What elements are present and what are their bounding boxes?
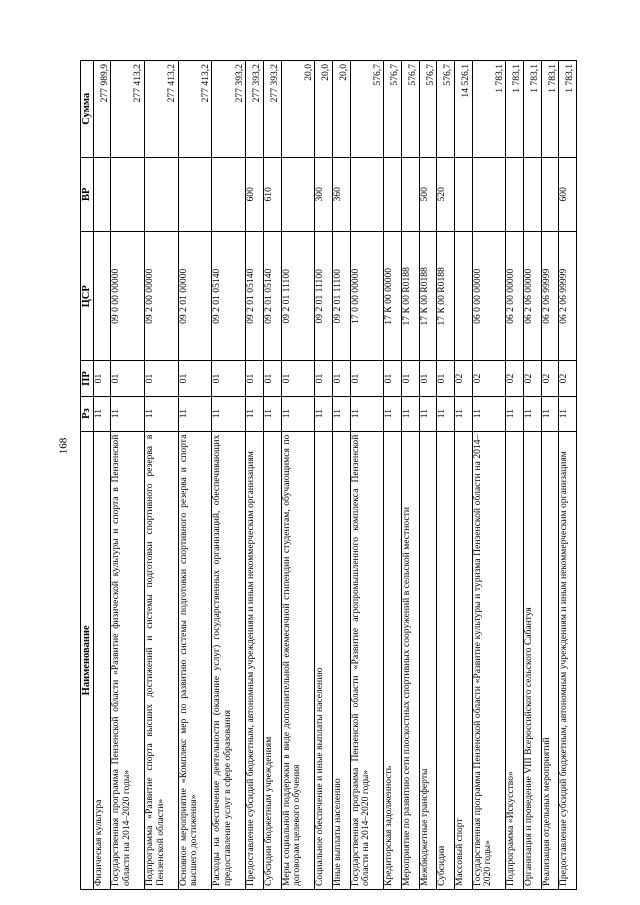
cell-name: Расходы на обеспечение деятельности (оказание услуг) государственных организаций, обеспечивающих предоставление услуг в сфере образования [212, 431, 246, 889]
cell-csr: 06 2 06 00000 [523, 232, 541, 361]
cell-csr: 06 0 00 00000 [472, 232, 506, 361]
cell-sum: 14 526,1 [454, 61, 472, 158]
cell-sum: 277 989,9 [93, 61, 111, 158]
cell-csr: 17 0 00 00000 [350, 232, 384, 361]
cell-pr: 01 [332, 361, 350, 396]
cell-csr: 06 2 00 00000 [506, 232, 524, 361]
cell-sum: 1 783,1 [472, 61, 506, 158]
table-body [93, 61, 576, 890]
cell-pr: 02 [559, 361, 577, 396]
cell-vr [93, 157, 111, 232]
cell-name: Кредиторская задолженность [384, 431, 402, 889]
header-rz: Рз [81, 396, 94, 431]
cell-vr [350, 157, 384, 232]
header-vr: ВР [81, 157, 94, 232]
cell-vr: 500 [419, 157, 437, 232]
cell-vr [454, 157, 472, 232]
table-row [350, 61, 384, 890]
cell-rz: 11 [384, 396, 402, 431]
cell-vr: 300 [315, 157, 333, 232]
cell-name: Основное мероприятие «Комплекс мер по развитию системы подготовки спортивного резерва и спорта высшего достижения» [178, 431, 212, 889]
budget-table [80, 60, 577, 890]
cell-sum: 277 393,2 [263, 61, 281, 158]
cell-sum: 277 393,2 [212, 61, 246, 158]
cell-rz: 11 [401, 396, 419, 431]
cell-name: Меры социальной поддержки в виде дополнительной ежемесячной стипендии студентам, обучающимся по договорам целевого обучения [281, 431, 315, 889]
cell-name: Иные выплаты населению [332, 431, 350, 889]
table-header-row [81, 61, 94, 890]
cell-sum: 576,7 [350, 61, 384, 158]
cell-pr: 01 [212, 361, 246, 396]
cell-csr: 09 2 01 11100 [281, 232, 315, 361]
cell-sum: 277 413,2 [144, 61, 178, 158]
table-row [506, 61, 524, 890]
table-row [315, 61, 333, 890]
cell-sum: 576,7 [419, 61, 437, 158]
cell-csr: 09 2 01 11100 [332, 232, 350, 361]
cell-name: Реализация отдельных мероприятий [541, 431, 559, 889]
cell-sum: 1 783,1 [506, 61, 524, 158]
cell-rz: 11 [454, 396, 472, 431]
cell-csr: 06 2 06 99999 [541, 232, 559, 361]
cell-sum: 20,0 [281, 61, 315, 158]
header-pr: ПР [81, 361, 94, 396]
cell-sum: 20,0 [332, 61, 350, 158]
cell-rz: 11 [472, 396, 506, 431]
cell-sum: 576,7 [437, 61, 455, 158]
cell-sum: 576,7 [384, 61, 402, 158]
cell-rz: 11 [315, 396, 333, 431]
cell-pr: 01 [178, 361, 212, 396]
cell-rz: 11 [263, 396, 281, 431]
cell-name: Субсидии бюджетным учреждениям [263, 431, 281, 889]
cell-csr: 09 2 01 00000 [178, 232, 212, 361]
cell-name: Социальное обеспечение и иные выплаты населению [315, 431, 333, 889]
cell-name: Субсидии [437, 431, 455, 889]
cell-csr: 09 2 01 11100 [315, 232, 333, 361]
table-row [212, 61, 246, 890]
cell-rz: 11 [419, 396, 437, 431]
cell-vr: 360 [332, 157, 350, 232]
cell-sum: 277 413,2 [111, 61, 145, 158]
cell-pr: 01 [93, 361, 111, 396]
table-row [93, 61, 111, 890]
cell-pr: 01 [246, 361, 264, 396]
cell-pr: 02 [506, 361, 524, 396]
cell-rz: 11 [212, 396, 246, 431]
cell-rz: 11 [541, 396, 559, 431]
header-sum: Сумма [81, 61, 94, 158]
table-row [178, 61, 212, 890]
table-row [541, 61, 559, 890]
cell-rz: 11 [523, 396, 541, 431]
cell-csr: 17 К 00 R0188 [419, 232, 437, 361]
table-row [111, 61, 145, 890]
cell-pr: 02 [454, 361, 472, 396]
cell-sum: 576,7 [401, 61, 419, 158]
cell-csr: 09 2 00 00000 [144, 232, 178, 361]
cell-rz: 11 [281, 396, 315, 431]
cell-pr: 01 [401, 361, 419, 396]
cell-name: Физическая культура [93, 431, 111, 889]
cell-pr: 02 [472, 361, 506, 396]
cell-name: Государственная программа Пензенской области «Развитие физической культуры и спорта в Пензенской области на 2014–2020 годы» [111, 431, 145, 889]
cell-vr [212, 157, 246, 232]
table-row [384, 61, 402, 890]
cell-sum: 20,0 [315, 61, 333, 158]
cell-rz: 11 [559, 396, 577, 431]
table-row [144, 61, 178, 890]
cell-name: Подпрограмма «Развитие спорта высших достижений и системы подготовки спортивного резерва в Пензенской области» [144, 431, 178, 889]
cell-pr: 01 [281, 361, 315, 396]
cell-sum: 277 393,2 [246, 61, 264, 158]
table-row [523, 61, 541, 890]
cell-csr: 17 К 00 00000 [384, 232, 402, 361]
cell-pr: 01 [350, 361, 384, 396]
cell-csr: 17 К 00 R0188 [437, 232, 455, 361]
cell-rz: 11 [111, 396, 145, 431]
cell-name: Массовый спорт [454, 431, 472, 889]
cell-vr: 600 [559, 157, 577, 232]
cell-rz: 11 [506, 396, 524, 431]
cell-vr [281, 157, 315, 232]
cell-rz: 11 [437, 396, 455, 431]
cell-vr: 520 [437, 157, 455, 232]
cell-csr: 09 2 01 05140 [212, 232, 246, 361]
cell-csr [454, 232, 472, 361]
cell-pr: 01 [263, 361, 281, 396]
cell-csr [93, 232, 111, 361]
cell-name: Государственная программа Пензенской области «Развитие культуры и туризма Пензенской области на 2014–2020 годы» [472, 431, 506, 889]
cell-pr: 01 [437, 361, 455, 396]
cell-pr: 01 [315, 361, 333, 396]
cell-name: Подпрограмма «Искусство» [506, 431, 524, 889]
cell-sum: 1 783,1 [541, 61, 559, 158]
table-row [332, 61, 350, 890]
cell-vr: 610 [263, 157, 281, 232]
cell-sum: 1 783,1 [559, 61, 577, 158]
table-row [559, 61, 577, 890]
cell-name: Мероприятие по развитию сети плоскостных спортивных сооружений в сельской местности [401, 431, 419, 889]
cell-rz: 11 [246, 396, 264, 431]
cell-csr: 09 2 01 05140 [246, 232, 264, 361]
cell-pr: 02 [541, 361, 559, 396]
header-name: Наименование [81, 431, 94, 889]
cell-csr: 09 0 00 00000 [111, 232, 145, 361]
cell-vr [541, 157, 559, 232]
cell-pr: 01 [111, 361, 145, 396]
cell-sum: 1 783,1 [523, 61, 541, 158]
cell-csr: 09 2 01 05140 [263, 232, 281, 361]
header-csr: ЦСР [81, 232, 94, 361]
cell-vr [178, 157, 212, 232]
cell-pr: 01 [419, 361, 437, 396]
cell-name: Государственная программа Пензенской области «Развитие агропромышленного комплекса Пензенской области на 2014–2020 годы» [350, 431, 384, 889]
cell-csr: 06 2 06 99999 [559, 232, 577, 361]
cell-name: Предоставление субсидий бюджетным, автономным учреждениям и иным некоммерческим организациям [559, 431, 577, 889]
cell-csr: 17 К 00 R0188 [401, 232, 419, 361]
cell-rz: 11 [144, 396, 178, 431]
cell-name: Организация и проведение VIII Всероссийского сельского Сабантуя [523, 431, 541, 889]
cell-vr [472, 157, 506, 232]
cell-rz: 11 [178, 396, 212, 431]
page-number: 168 [57, 437, 70, 455]
cell-sum: 277 413,2 [178, 61, 212, 158]
table-row [281, 61, 315, 890]
cell-vr [384, 157, 402, 232]
cell-pr: 01 [384, 361, 402, 396]
cell-vr [523, 157, 541, 232]
table-row [246, 61, 264, 890]
cell-name: Предоставление субсидий бюджетным, автономным учреждениям и иным некоммерческим организациям [246, 431, 264, 889]
cell-vr: 600 [246, 157, 264, 232]
cell-rz: 11 [332, 396, 350, 431]
cell-vr [401, 157, 419, 232]
table-row [437, 61, 455, 890]
cell-rz: 11 [350, 396, 384, 431]
rotated-budget-table-container [80, 60, 577, 890]
table-row [454, 61, 472, 890]
cell-vr [144, 157, 178, 232]
table-row [419, 61, 437, 890]
table-row [263, 61, 281, 890]
cell-pr: 01 [144, 361, 178, 396]
cell-rz: 11 [93, 396, 111, 431]
cell-pr: 02 [523, 361, 541, 396]
table-row [472, 61, 506, 890]
cell-vr [506, 157, 524, 232]
cell-name: Межбюджетные трансферты [419, 431, 437, 889]
table-row [401, 61, 419, 890]
cell-vr [111, 157, 145, 232]
